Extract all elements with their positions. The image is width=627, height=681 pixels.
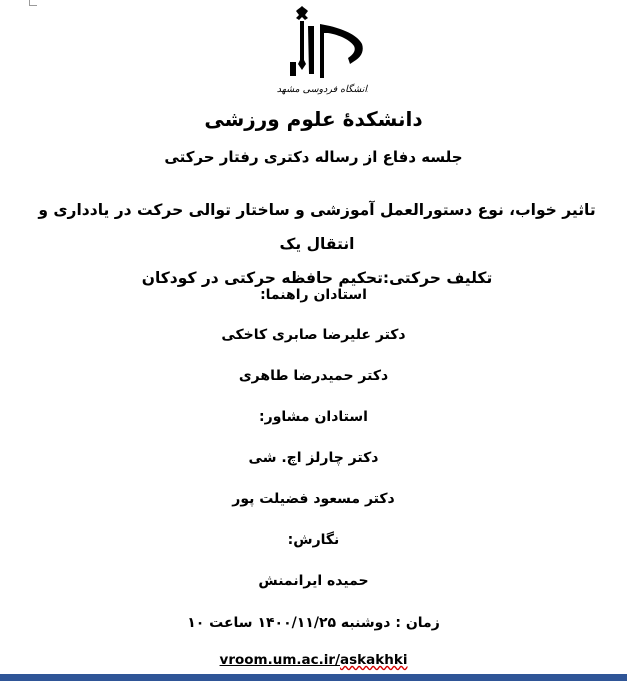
advisor-name-2: دکتر مسعود فضیلت پور — [232, 491, 395, 507]
ferdowsi-university-emblem-icon — [276, 4, 368, 96]
advisors-label: استادان مشاور: — [259, 409, 368, 425]
vroom-link[interactable] — [0, 652, 627, 668]
logo-caption: دانشگاه فردوسی مشهد — [276, 84, 368, 95]
supervisor-name-1: دکتر علیرضا صابری کاخکی — [221, 327, 406, 343]
supervisor-name-2: دکتر حمیدرضا طاهری — [238, 368, 389, 384]
defense-datetime: زمان : دوشنبه ۱۴۰۰/۱۱/۲۵ ساعت ۱۰ — [187, 615, 440, 631]
thesis-title-line-2: تکلیف حرکتی:تحکیم حافظه حرکتی در کودکان — [141, 269, 493, 287]
defense-subtitle: جلسه دفاع از رساله دکتری رفتار حرکتی — [164, 148, 463, 166]
vroom-link-room[interactable]: askakhki — [340, 652, 408, 668]
advisor-name-1: دکتر چارلز اچ. شی — [248, 450, 379, 466]
thesis-title-line-1: تاثیر خواب، نوع دستورالعمل آموزشی و ساختار توالی حرکت در یادداری و انتقال یک — [38, 201, 596, 253]
author-label: نگارش: — [287, 532, 340, 548]
faculty-name: دانشکدهٔ علوم ورزشی — [204, 107, 423, 131]
page-corner-mark — [29, 0, 37, 6]
thesis-title — [28, 193, 606, 295]
author-name: حمیده ایرانمنش — [258, 573, 369, 589]
supervisors-label: استادان راهنما: — [260, 287, 367, 303]
vroom-link-domain[interactable]: vroom.um.ac.ir/ — [219, 652, 341, 668]
bottom-border-band — [0, 674, 627, 681]
